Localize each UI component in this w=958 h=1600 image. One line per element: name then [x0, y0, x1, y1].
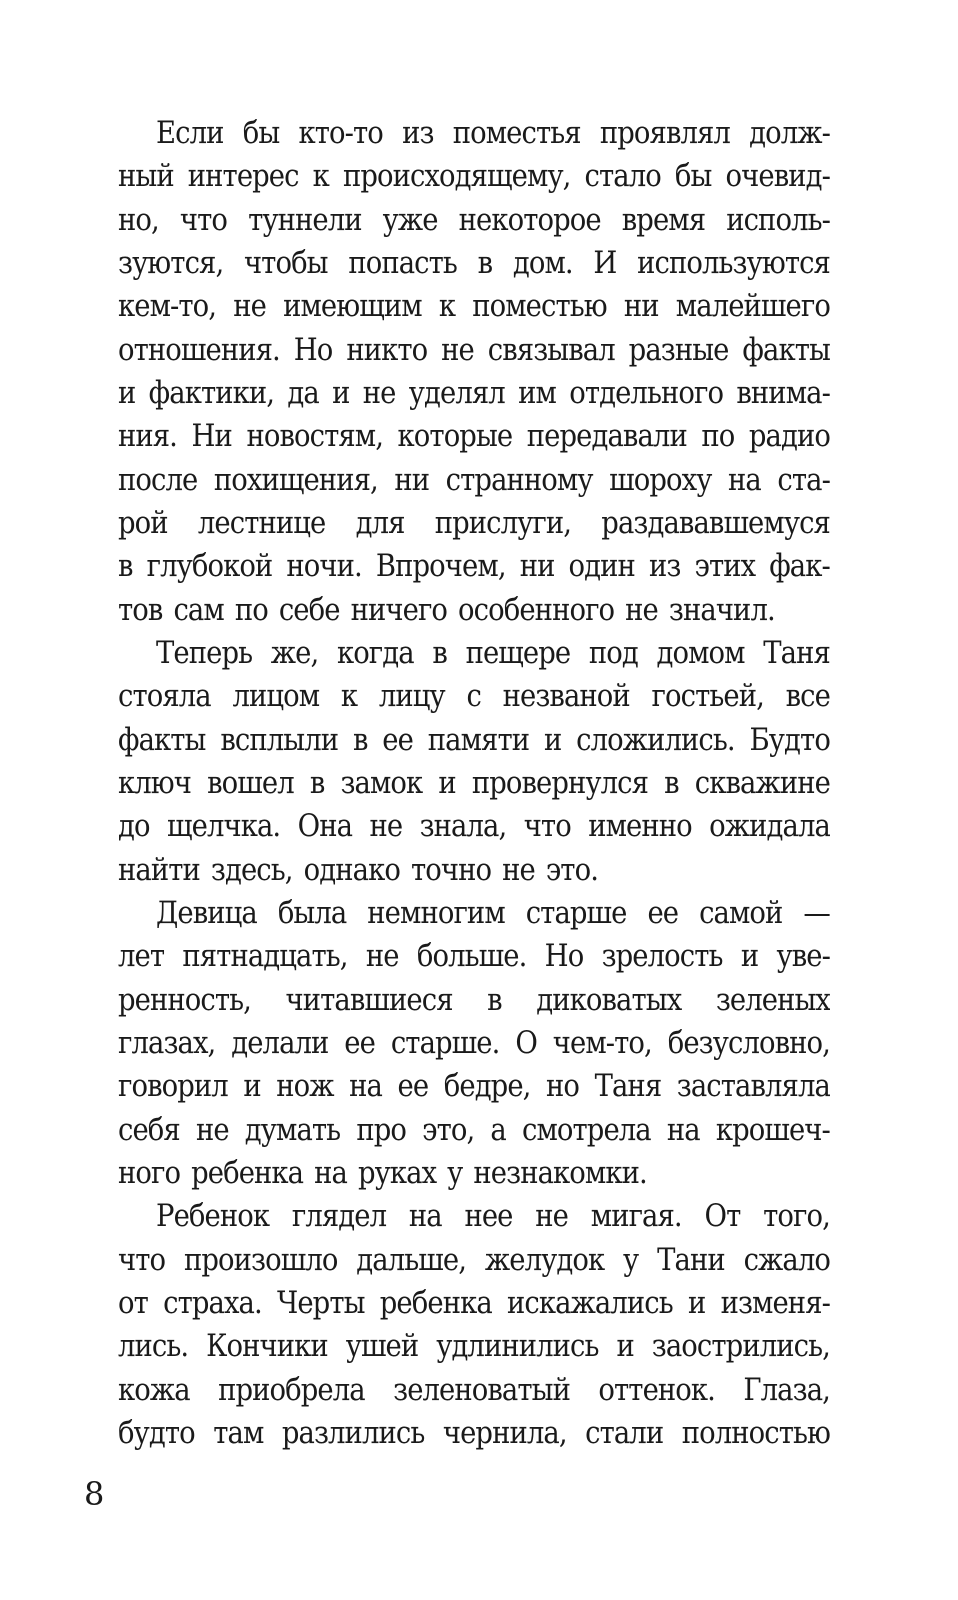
text-line: отношения. Но никто не связывал разные факты: [118, 332, 830, 368]
page-number: 8: [84, 1475, 105, 1513]
text-line: Девица была немногим старше ее самой —: [156, 895, 830, 931]
text-line: говорил и нож на ее бедре, но Таня заставляла: [118, 1069, 830, 1105]
text-line: лет пятнадцать, не больше. Но зрелость и уве-: [118, 939, 830, 975]
text-line: кожа приобрела зеленоватый оттенок. Глаза,: [118, 1372, 830, 1408]
paragraph: [118, 632, 830, 892]
text-line: Теперь же, когда в пещере под домом Таня: [156, 635, 830, 671]
text-line: лись. Кончики ушей удлинились и заострились,: [118, 1329, 830, 1365]
text-line: факты всплыли в ее памяти и сложились. Будто: [118, 722, 830, 758]
paragraph: [118, 112, 830, 632]
body-text: [118, 112, 830, 1455]
text-line: но, что туннели уже некоторое время исполь-: [118, 202, 830, 238]
text-line: ный интерес к происходящему, стало бы очевид-: [118, 159, 830, 195]
text-line: что произошло дальше, желудок у Тани сжало: [118, 1242, 830, 1278]
text-line: глазах, делали ее старше. О чем-то, безусловно,: [118, 1025, 830, 1061]
text-line: тов сам по себе ничего особенного не значил.: [118, 592, 775, 628]
text-line: ния. Ни новостям, которые передавали по радио: [118, 419, 830, 455]
text-line: рой лестнице для прислуги, раздававшемуся: [118, 505, 830, 541]
text-line: в глубокой ночи. Впрочем, ни один из этих фак-: [118, 549, 830, 585]
text-line: после похищения, ни странному шороху на ста-: [118, 462, 830, 498]
text-line: до щелчка. Она не знала, что именно ожидала: [118, 809, 830, 845]
text-line: ключ вошел в замок и провернулся в скважине: [118, 765, 830, 801]
text-line: себя не думать про это, а смотрела на крошеч-: [118, 1112, 830, 1148]
text-line: найти здесь, однако точно не это.: [118, 852, 599, 888]
text-line: Если бы кто-то из поместья проявлял долж-: [156, 116, 830, 151]
text-line: от страха. Черты ребенка искажались и изменя-: [118, 1285, 830, 1321]
text-line: ного ребенка на руках у незнакомки.: [118, 1155, 647, 1191]
text-line: кем-то, не имеющим к поместью ни малейшего: [118, 289, 830, 325]
text-line: и фактики, да и не уделял им отдельного внима-: [118, 375, 830, 411]
text-line: зуются, чтобы попасть в дом. И используются: [118, 245, 830, 281]
paragraph: [118, 892, 830, 1195]
text-line: Ребенок глядел на нее не мигая. От того,: [156, 1199, 830, 1235]
text-line: ренность, читавшиеся в диковатых зеленых: [118, 982, 830, 1018]
paragraph: [118, 1195, 830, 1455]
text-line: стояла лицом к лицу с незваной гостьей, все: [118, 679, 830, 715]
text-line: будто там разлились чернила, стали полностью: [118, 1415, 830, 1451]
